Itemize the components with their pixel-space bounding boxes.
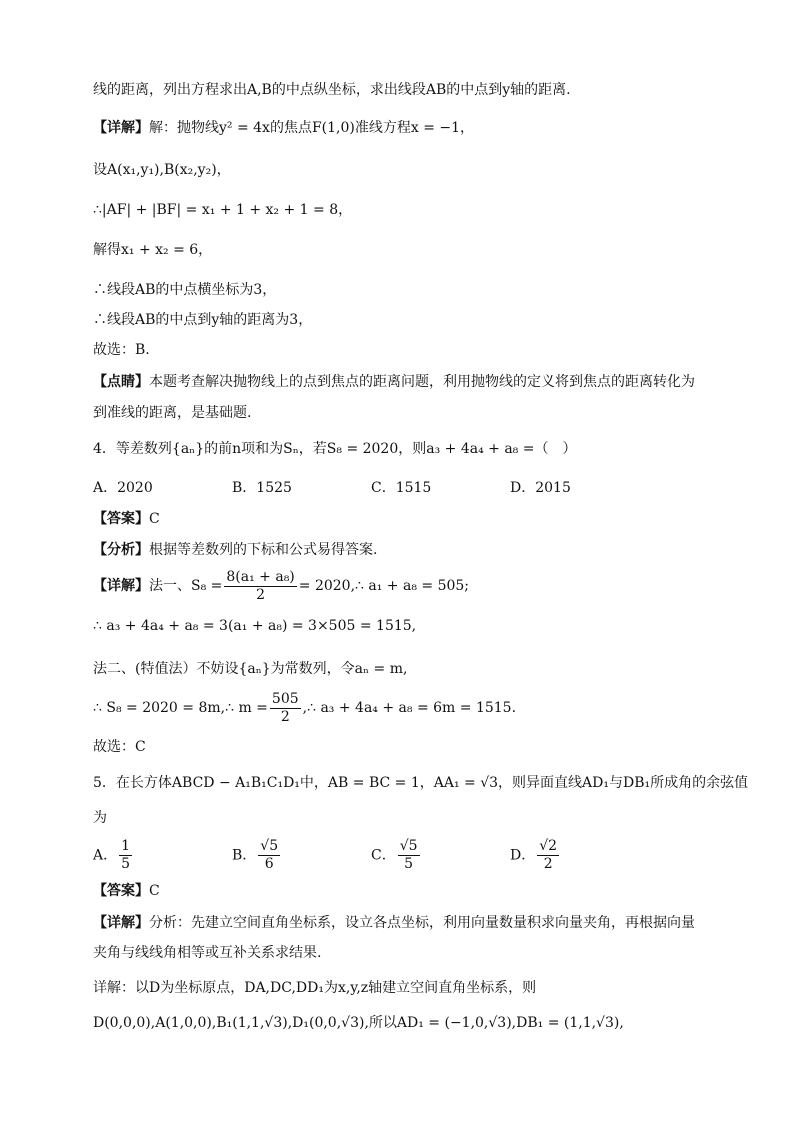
text-line: ∴ a₃ + 4a₄ + a₈ = 3(a₁ + a₈) = 3×505 = 1515,: [93, 618, 417, 634]
text-line: 详解：以D为坐标原点，DA,DC,DD₁为x,y,z轴建立空间直角坐标系，则: [93, 980, 537, 996]
option-label: D．: [510, 847, 536, 864]
detail-text: = 2020,∴ a₁ + a₈ = 505;: [298, 578, 470, 594]
question-5-stem: 5．在长方体ABCD − A₁B₁C₁D₁中，AB = BC = 1，AA₁ = √3，则异面直线AD₁与DB₁所成角的余弦值: [93, 775, 749, 791]
q4-option-b: B．1525: [232, 480, 292, 496]
fraction: [537, 838, 559, 873]
detail-tag: 【详解】: [93, 578, 149, 594]
q5-detail: [93, 913, 695, 933]
text-line: 故选：C: [93, 739, 146, 755]
text-line: ∴线段AB的中点到y轴的距离为3，: [93, 312, 313, 328]
detail-text: 解：抛物线y² = 4x的焦点F(1,0)准线方程x = −1，: [149, 120, 475, 136]
q4-option-a: A．2020: [93, 480, 153, 496]
answer-tag: 【答案】: [93, 511, 149, 527]
answer-value: C: [149, 511, 160, 527]
text-line: 解得x₁ + x₂ = 6，: [93, 242, 213, 258]
q4-detail-method-1: [93, 568, 469, 604]
q5-option-c: [371, 838, 422, 873]
fraction-numerator: √2: [539, 838, 558, 854]
text-line: 到准线的距离，是基础题.: [93, 405, 252, 421]
q4-analysis: [93, 540, 377, 560]
q4-option-c: C．1515: [371, 480, 432, 496]
fraction-denominator: 2: [543, 856, 553, 872]
fraction-denominator: 2: [280, 708, 290, 725]
fraction: [224, 569, 296, 604]
detail-text: 法一、S₈ =: [149, 578, 223, 594]
option-label: B．: [232, 847, 257, 864]
fraction-denominator: 6: [264, 856, 274, 872]
q4-answer: [93, 509, 160, 529]
detail-tag: 【详解】: [93, 915, 149, 931]
option-label: C．: [371, 847, 396, 864]
analysis-text: 根据等差数列的下标和公式易得答案.: [149, 542, 378, 558]
text-line: ∴线段AB的中点横坐标为3，: [93, 282, 277, 298]
detail-text: ∴ S₈ = 2020 = 8m,∴ m =: [93, 700, 268, 716]
analysis-tag: 【分析】: [93, 542, 149, 558]
q5-option-d: [510, 838, 561, 873]
fraction-numerator: 8(a₁ + a₈): [226, 568, 295, 585]
detail-text: ,∴ a₃ + 4a₄ + a₈ = 6m = 1515.: [302, 700, 517, 716]
fraction: [258, 838, 280, 873]
fraction-denominator: 5: [121, 856, 131, 872]
question-4-stem: 4．等差数列{aₙ}的前n项和为Sₙ，若S₈ = 2020，则a₃ + 4a₄ + a₈ =（ ）: [93, 441, 577, 457]
remark-tag: 【点睛】: [93, 374, 149, 390]
option-label: A．: [93, 847, 118, 864]
q4-detail-method-2: [93, 690, 516, 726]
question-5-stem-cont: 为: [93, 810, 107, 826]
detail-text: 分析：先建立空间直角坐标系，设立各点坐标，利用向量数量积求向量夹角，再根据向量: [149, 915, 695, 931]
fraction: [398, 838, 420, 873]
text-line: ∴|AF| + |BF| = x₁ + 1 + x₂ + 1 = 8，: [93, 202, 353, 218]
remark-text: 本题考查解决抛物线上的点到焦点的距离问题，利用抛物线的定义将到焦点的距离转化为: [149, 374, 695, 390]
text-line: 法二、(特值法）不妨设{aₙ}为常数列，令aₙ = m,: [93, 661, 408, 677]
detail-tag: 【详解】: [93, 120, 149, 136]
fraction-denominator: 5: [404, 856, 414, 872]
q5-option-b: [232, 838, 282, 873]
text-line: 夹角与线线角相等或互补关系求结果.: [93, 945, 322, 961]
fraction: [119, 838, 132, 873]
answer-value: C: [149, 883, 160, 899]
fraction-numerator: 505: [271, 690, 299, 707]
fraction-denominator: 2: [256, 586, 266, 603]
detail-paragraph: [93, 118, 474, 138]
q5-answer: [93, 881, 160, 901]
text-line: D(0,0,0),A(1,0,0),B₁(1,1,√3),D₁(0,0,√3),所以AD₁ = (−1,0,√3),DB₁ = (1,1,√3),: [93, 1015, 624, 1031]
text-line: 设A(x₁,y₁),B(x₂,y₂)，: [93, 162, 231, 178]
fraction-numerator: 1: [121, 838, 131, 854]
fraction-numerator: √5: [399, 838, 418, 854]
fraction-numerator: √5: [260, 838, 279, 854]
remark-paragraph: [93, 372, 695, 392]
text-line: 线的距离，列出方程求出A,B的中点纵坐标，求出线段AB的中点到y轴的距离.: [93, 82, 571, 98]
answer-tag: 【答案】: [93, 883, 149, 899]
q4-option-d: D．2015: [510, 480, 571, 496]
fraction: [270, 691, 301, 726]
q5-option-a: [93, 838, 134, 873]
text-line: 故选：B.: [93, 342, 150, 358]
